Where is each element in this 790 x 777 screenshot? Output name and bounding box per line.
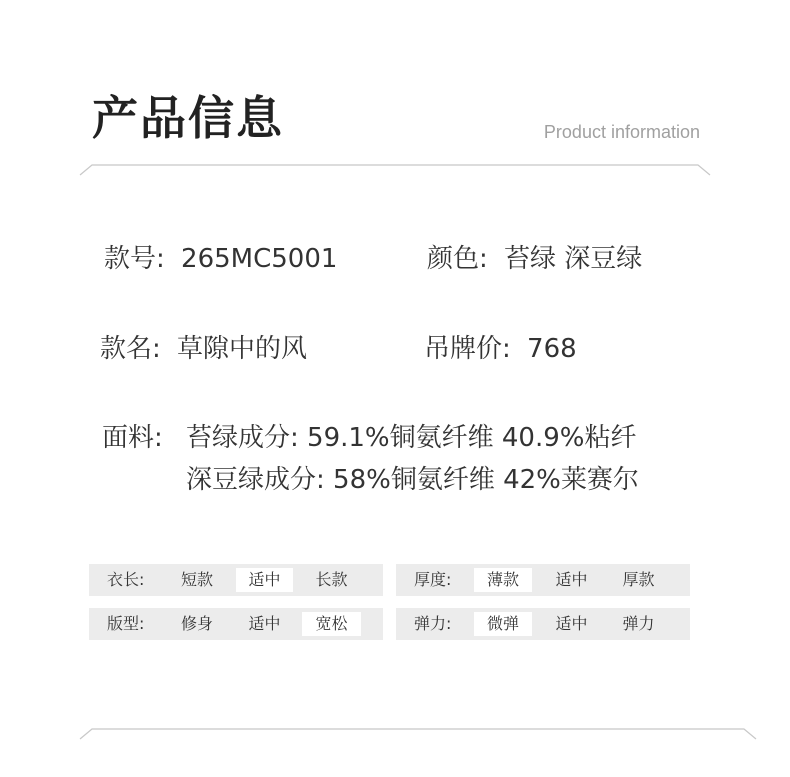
spec-thickness [396,564,690,596]
spec-thickness-option-thin: 薄款 [474,568,532,592]
spec-thickness-option-thick: 厚款 [622,570,655,589]
spec-fit-option-loose: 宽松 [302,612,361,636]
style-number-label: 款号: [104,244,165,274]
spec-elasticity-option-stretch: 弹力 [622,614,655,633]
spec-fit-option-regular: 适中 [248,614,281,633]
spec-fit-option-slim: 修身 [180,614,213,633]
style-name-value: 草隙中的风 [177,334,308,364]
color-row [427,242,642,276]
spec-thickness-label: 厚度: [414,570,452,589]
spec-thickness-option-medium: 适中 [555,570,588,589]
bottom-divider [0,722,790,742]
tag-price-value: 768 [527,334,577,364]
spec-length [89,564,383,596]
spec-length-option-short: 短款 [180,570,213,589]
style-name-label: 款名: [100,334,161,364]
tag-price-row [424,332,577,366]
style-number-value: 265MC5001 [181,244,338,274]
color-label: 颜色: [427,244,488,274]
page-subtitle: Product information [543,122,700,142]
style-number-row [104,242,337,276]
spec-length-option-medium: 适中 [236,568,293,592]
color-value: 苔绿 深豆绿 [504,244,643,274]
spec-fit-label: 版型: [107,614,145,633]
page-title: 产品信息 [92,91,284,145]
spec-length-option-long: 长款 [315,570,348,589]
spec-fit [89,608,383,640]
spec-length-label: 衣长: [107,570,145,589]
fabric-label: 面料: [102,423,163,453]
fabric-line-1: 苔绿成分: 59.1%铜氨纤维 40.9%粘纤 [186,423,637,453]
spec-elasticity [396,608,690,640]
fabric-line-2: 深豆绿成分: 58%铜氨纤维 42%莱赛尔 [186,465,639,495]
tag-price-label: 吊牌价: [424,334,511,364]
top-divider [0,158,790,178]
spec-elasticity-label: 弹力: [414,614,452,633]
spec-elasticity-option-medium: 适中 [555,614,588,633]
style-name-row [100,332,307,366]
spec-elasticity-option-slight: 微弹 [474,612,532,636]
